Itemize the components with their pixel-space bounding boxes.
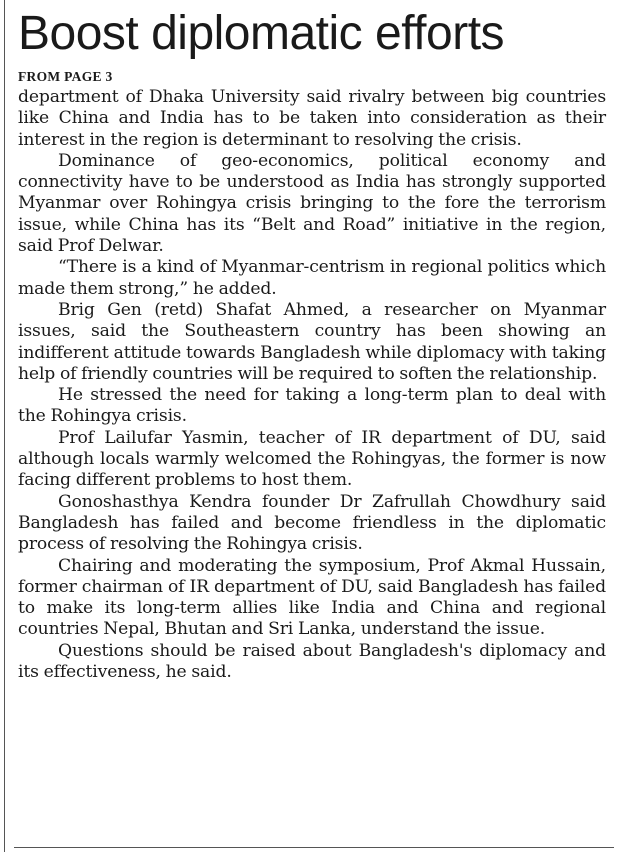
paragraph: He stressed the need for taking a long-term plan to deal with the Rohingya crisis. [18,385,606,427]
paragraph: Gonoshasthya Kendra founder Dr Zafrullah Chowdhury said Bangladesh has failed and become friendless in the diplomatic process of resolving the Rohingya crisis. [18,491,606,555]
headline: Boost diplomatic efforts [18,7,505,60]
paragraph: Questions should be raised about Bangladesh's diplomacy and its effectiveness, he said. [18,640,606,683]
paragraph: Chairing and moderating the symposium, Prof Akmal Hussain, former chairman of IR department of DU, said Bangladesh has failed to make its long-term allies like India and China and regional countries Nepal, Bhutan and Sri Lanka, understand the issue. [18,555,606,640]
paragraph: Prof Lailufar Yasmin, teacher of IR department of DU, said although locals warmly welcomed the Rohingyas, the former is now facing different problems to host them. [18,427,606,491]
paragraph: “There is a kind of Myanmar-centrism in regional politics which made them strong,” he added. [18,257,606,299]
paragraph: Brig Gen (retd) Shafat Ahmed, a researcher on Myanmar issues, said the Southeastern country has been showing an indifferent attitude towards Bangladesh while diplomacy with taking help of friendly countries will be required to soften the relationship. [18,299,606,384]
paragraph: department of Dhaka University said rivalry between big countries like China and India has to be taken into consideration as their interest in the region is determinant to resolving the crisis. [18,87,606,150]
column-rule-left [4,0,5,852]
jump-label: FROM PAGE 3 [18,69,113,84]
column-rule-bottom [14,847,614,848]
article-body [18,87,606,683]
paragraph: Dominance of geo-economics, political economy and connectivity have to be understood as India has strongly supported Myanmar over Rohingya crisis bringing to the fore the terrorism issue, while China has its “Belt and Road” initiative in the region, said Prof Delwar. [18,150,606,257]
